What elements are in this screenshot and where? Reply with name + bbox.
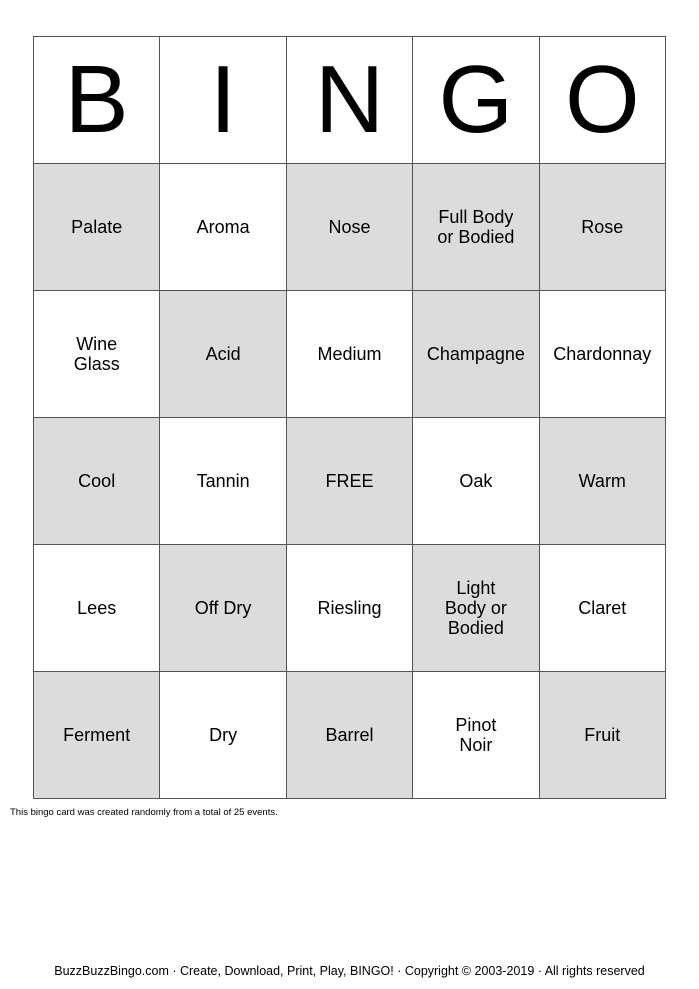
bingo-cell: Ferment <box>34 672 160 799</box>
bingo-cell: Rose <box>539 164 665 291</box>
header-letter-g: G <box>413 37 539 164</box>
bingo-row-5 <box>34 672 666 799</box>
bingo-cell: Cool <box>34 418 160 545</box>
bingo-cell: Oak <box>413 418 539 545</box>
bingo-card <box>33 36 666 799</box>
bingo-cell: Claret <box>539 545 665 672</box>
card-generation-note: This bingo card was created randomly from a total of 25 events. <box>10 807 278 818</box>
free-space-cell: FREE <box>286 418 412 545</box>
bingo-row-4 <box>34 545 666 672</box>
bingo-cell: Acid <box>160 291 286 418</box>
bingo-cell: Dry <box>160 672 286 799</box>
bingo-row-1 <box>34 164 666 291</box>
bingo-cell: Medium <box>286 291 412 418</box>
bingo-cell: Palate <box>34 164 160 291</box>
bingo-row-3 <box>34 418 666 545</box>
bingo-cell: Pinot Noir <box>413 672 539 799</box>
bingo-cell: Tannin <box>160 418 286 545</box>
footer-copyright: BuzzBuzzBingo.com · Create, Download, Print, Play, BINGO! · Copyright © 2003-2019 · All rights reserved <box>54 964 645 978</box>
bingo-cell: Nose <box>286 164 412 291</box>
bingo-cell: Warm <box>539 418 665 545</box>
bingo-cell: Off Dry <box>160 545 286 672</box>
bingo-cell: Aroma <box>160 164 286 291</box>
header-letter-i: I <box>160 37 286 164</box>
bingo-cell: Light Body or Bodied <box>413 545 539 672</box>
bingo-cell: Full Body or Bodied <box>413 164 539 291</box>
header-letter-n: N <box>286 37 412 164</box>
header-letter-b: B <box>34 37 160 164</box>
bingo-cell: Riesling <box>286 545 412 672</box>
header-row <box>34 37 666 164</box>
bingo-cell: Wine Glass <box>34 291 160 418</box>
header-letter-o: O <box>539 37 665 164</box>
bingo-cell: Champagne <box>413 291 539 418</box>
bingo-cell: Lees <box>34 545 160 672</box>
bingo-row-2 <box>34 291 666 418</box>
bingo-cell: Fruit <box>539 672 665 799</box>
bingo-cell: Barrel <box>286 672 412 799</box>
bingo-cell: Chardonnay <box>539 291 665 418</box>
